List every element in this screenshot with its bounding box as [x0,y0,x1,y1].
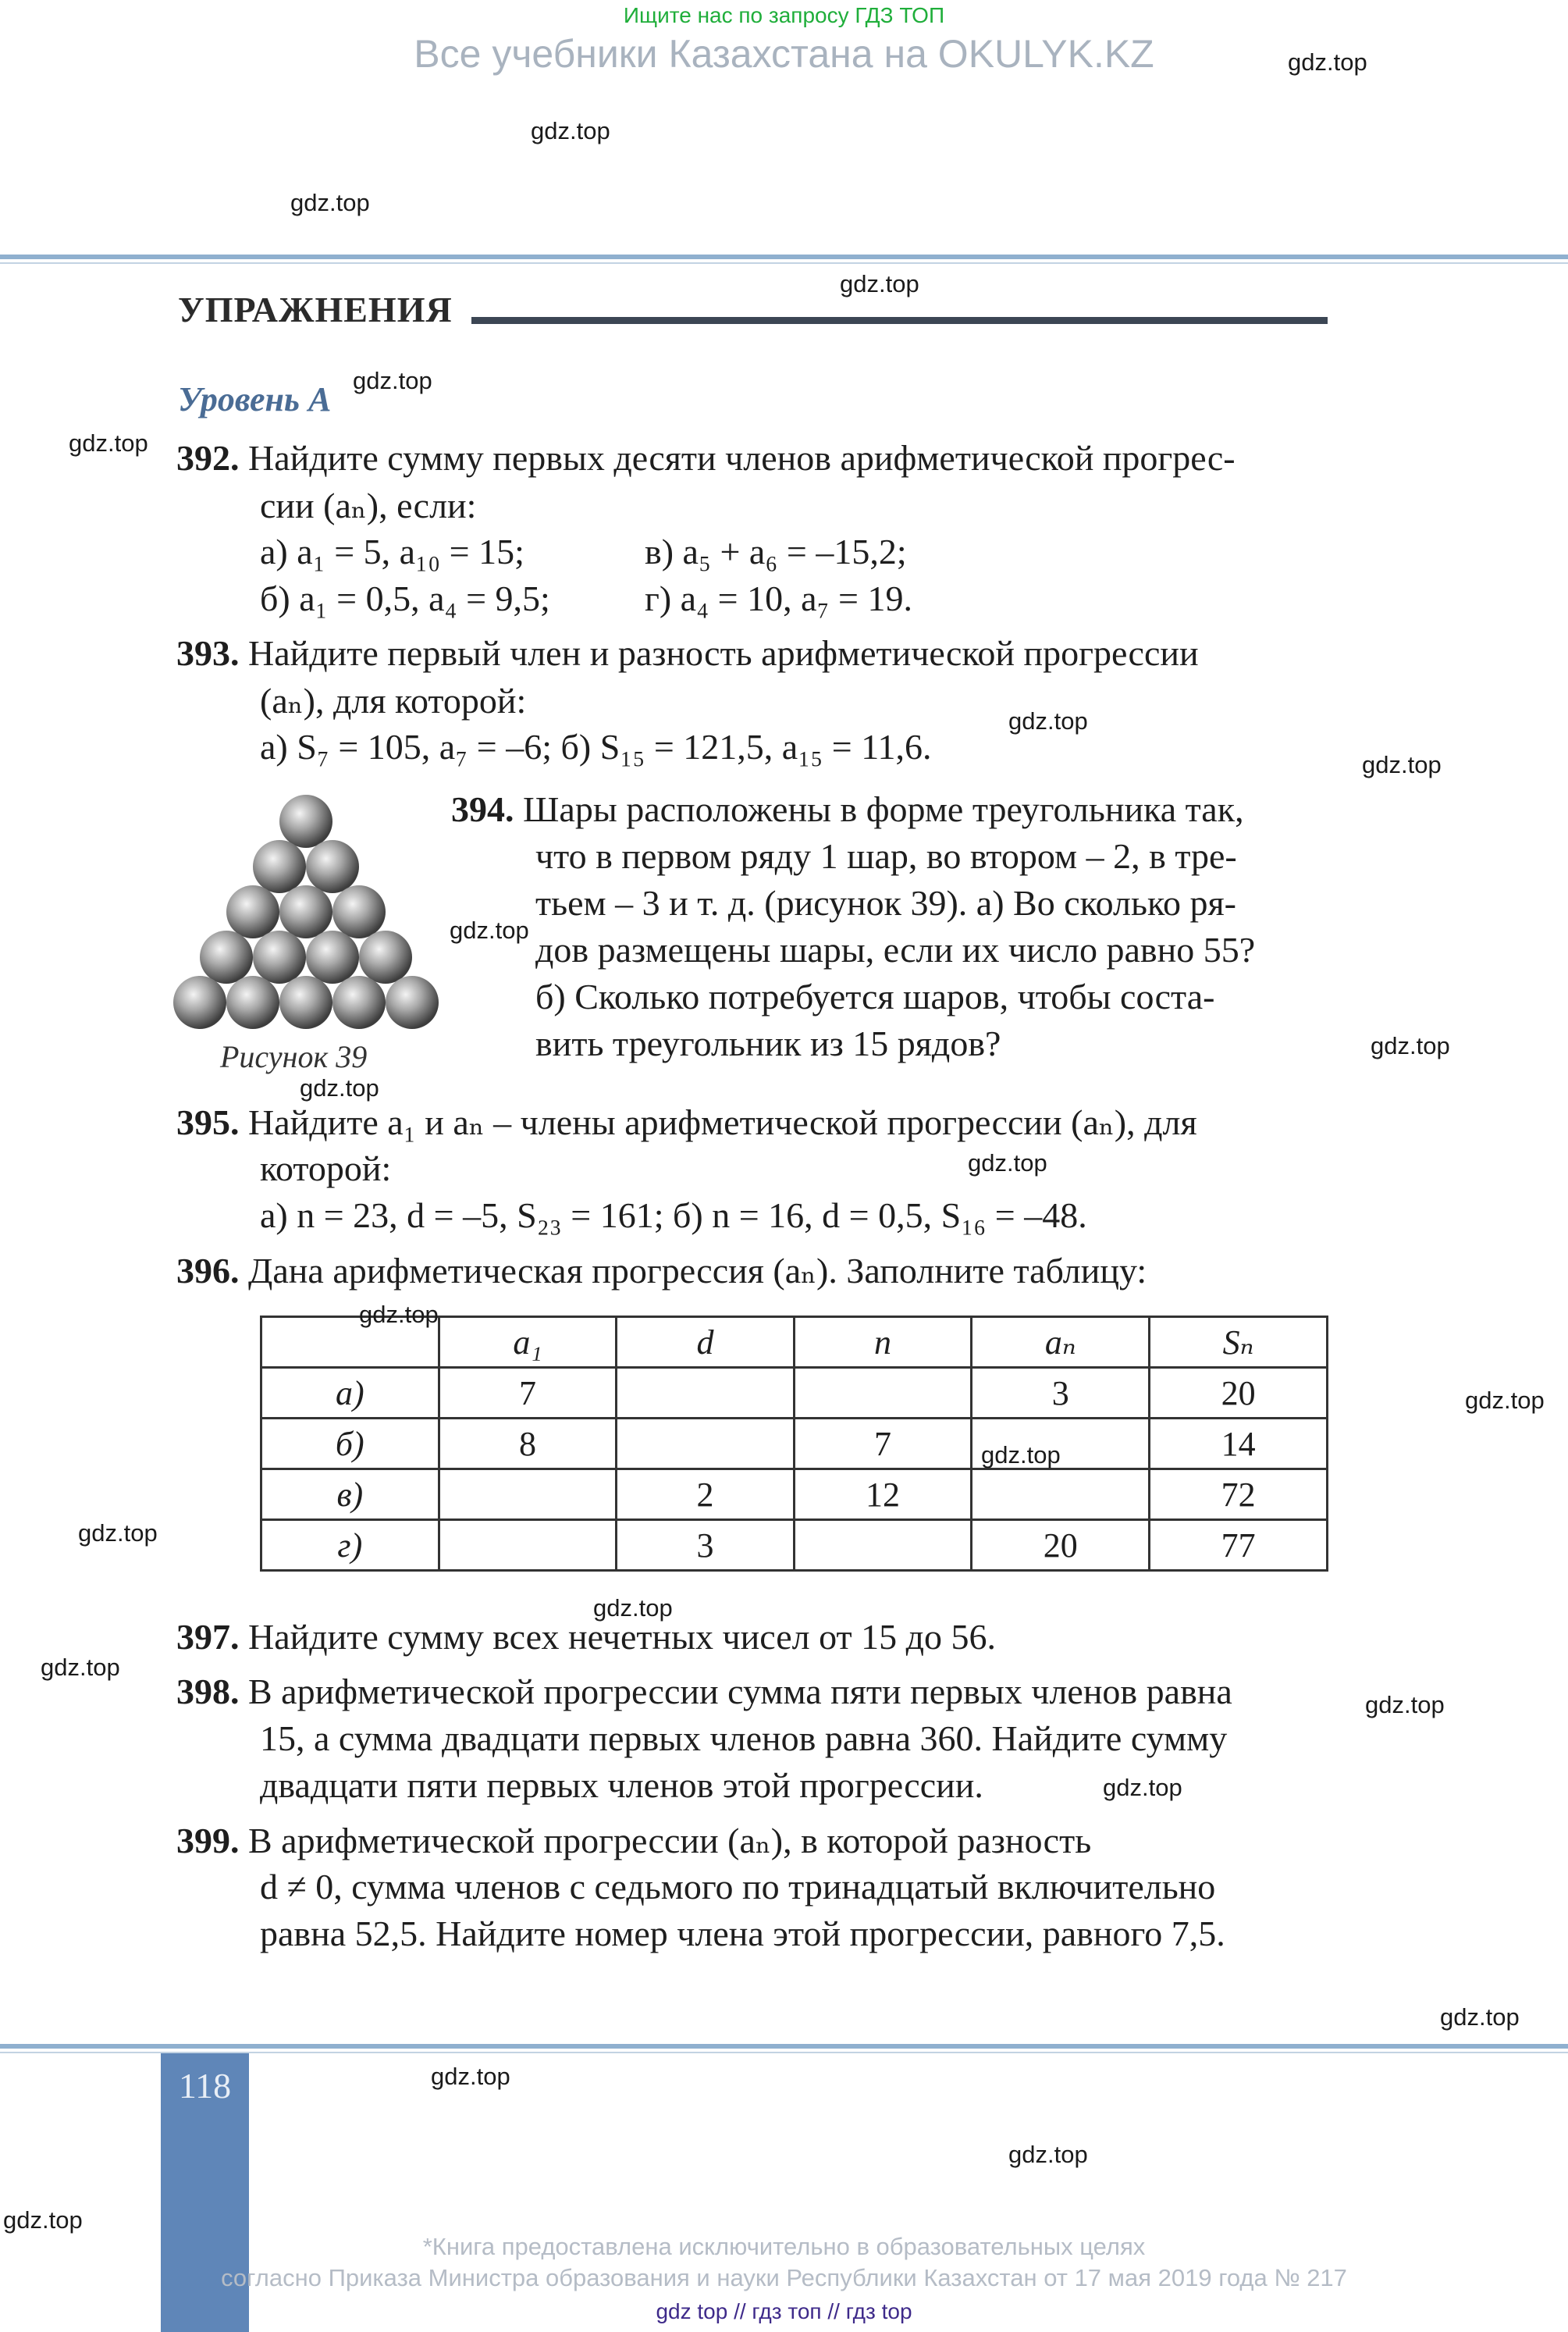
table-cell [794,1368,972,1419]
ex398-line3: двадцати пяти первых членов этой прогрессии. [260,1765,983,1805]
table-cell: 2 [617,1469,794,1520]
ex394-line5: б) Сколько потребуется шаров, чтобы соста- [535,977,1215,1016]
table-cell: 7 [794,1419,972,1469]
watermark: gdz.top [353,367,432,394]
table-cell: 12 [794,1469,972,1520]
ex393-line3: а) S₇ = 105, a₇ = –6; б) S₁₅ = 121,5, a₁₅ = 11,6. [260,727,932,767]
watermark: gdz.top [1008,707,1088,735]
ex397-text1: Найдите сумму всех нечетных чисел от 15 до 56. [248,1617,997,1657]
ex397-line1 [176,1616,996,1657]
table-cell: 3 [617,1520,794,1571]
ex397-number: 397. [176,1617,240,1657]
watermark: gdz.top [41,1654,120,1681]
ex395-line2: которой: [260,1148,392,1188]
ex398-line1 [176,1671,1232,1712]
footer-notice-2: согласно Приказа Министра образования и науки Республики Казахстан от 17 мая 2019 года № 217 [221,2264,1347,2291]
bottom-rule [0,2044,1568,2049]
watermark: gdz.top [450,917,529,944]
ex393-line1 [176,632,1199,674]
table-cell: 20 [972,1520,1150,1571]
top-rule [0,255,1568,259]
watermark: gdz.top [593,1594,673,1622]
table-header-cell: n [794,1317,972,1368]
figure-caption: Рисунок 39 [220,1039,368,1074]
ex395-text1: Найдите a₁ и aₙ – члены арифметической прогрессии (aₙ), для [248,1102,1197,1142]
watermark: gdz.top [359,1301,439,1328]
balls-triangle-figure [173,789,439,1031]
ex394-text1: Шары расположены в форме треугольника так, [523,789,1244,829]
level-title: Уровень А [178,380,332,418]
watermark: gdz.top [1371,1032,1450,1059]
ex392-a: а) a₁ = 5, a₁₀ = 15; [260,532,524,571]
table-cell [794,1520,972,1571]
top-rule-thin [0,262,1568,264]
progression-table [260,1316,1328,1572]
table-row [261,1469,1328,1520]
watermark: gdz.top [1362,751,1442,778]
search-hint-link[interactable]: Ищите нас по запросу ГДЗ ТОП [623,3,945,27]
watermark: gdz.top [290,189,370,216]
ex399-line2: d ≠ 0, сумма членов с седьмого по тринадцатый включительно [260,1867,1216,1907]
ex396-number: 396. [176,1251,240,1291]
watermark: gdz.top [1465,1387,1545,1414]
table-cell [617,1368,794,1419]
heading-underline [471,317,1328,324]
footer-notice-1: *Книга предоставлена исключительно в образовательных целях [422,2233,1146,2260]
ex395-number: 395. [176,1102,240,1142]
table-row-label: б) [261,1419,439,1469]
table-cell: 14 [1150,1419,1328,1469]
ex399-text1: В арифметической прогрессии (aₙ), в которой разность [248,1821,1092,1860]
ex392-v: в) a₅ + a₆ = –15,2; [645,532,907,571]
ex399-line1 [176,1819,1091,1861]
watermark: gdz.top [1288,48,1367,76]
table-cell [972,1469,1150,1520]
ex394-line2: что в первом ряду 1 шар, во втором – 2, в тре- [535,836,1237,876]
ex395-line3: а) n = 23, d = –5, S₂₃ = 161; б) n = 16, d = 0,5, S₁₆ = –48. [260,1195,1087,1235]
ex392-line1 [176,437,1236,479]
watermark: gdz.top [431,2063,510,2090]
watermark: gdz.top [300,1074,379,1102]
ex394-line6: вить треугольник из 15 рядов? [535,1024,1001,1063]
ball-rows [173,795,439,1029]
watermark: gdz.top [840,270,919,297]
ex392-b: б) a₁ = 0,5, a₄ = 9,5; [260,579,550,618]
watermark: gdz.top [531,117,610,144]
ex394-line1 [451,789,1244,830]
ex398-number: 398. [176,1672,240,1711]
ex393-number: 393. [176,633,240,673]
ex396-text1: Дана арифметическая прогрессия (aₙ). Заполните таблицу: [248,1251,1147,1291]
ex393-text1: Найдите первый член и разность арифметической прогрессии [248,633,1199,673]
table-header-cell: a₁ [439,1317,617,1368]
table-row [261,1419,1328,1469]
page-number: 118 [178,2066,232,2106]
watermark: gdz.top [1103,1774,1182,1801]
table-cell: 7 [439,1368,617,1419]
ex395-line1 [176,1101,1197,1143]
table-cell: 3 [972,1368,1150,1419]
ex399-line3: равна 52,5. Найдите номер члена этой прогрессии, равного 7,5. [260,1914,1225,1953]
watermark: gdz.top [69,429,148,457]
site-title: Все учебники Казахстана на OKULYK.KZ [414,32,1154,76]
footer-links[interactable]: gdz top // гдз топ // гдз top [656,2299,912,2323]
table-header-cell: Sₙ [1150,1317,1328,1368]
table-header-cell: aₙ [972,1317,1150,1368]
ex398-text1: В арифметической прогрессии сумма пяти первых членов равна [248,1672,1232,1711]
table-cell: 77 [1150,1520,1328,1571]
table-cell [439,1469,617,1520]
ex399-number: 399. [176,1821,240,1860]
watermark: gdz.top [78,1519,158,1547]
table-row [261,1520,1328,1571]
table-cell [439,1520,617,1571]
table-row [261,1368,1328,1419]
table-cell [617,1419,794,1469]
ex392-number: 392. [176,438,240,478]
watermark: gdz.top [968,1149,1047,1177]
table-cell: 20 [1150,1368,1328,1419]
watermark: gdz.top [1008,2141,1088,2168]
table-cell: 8 [439,1419,617,1469]
ex392-line2: сии (aₙ), если: [260,486,477,525]
ex392-text1: Найдите сумму первых десяти членов арифметической прогрес- [248,438,1236,478]
ex393-line2: (aₙ), для которой: [260,681,527,721]
ex394-number: 394. [451,789,514,829]
watermark: gdz.top [3,2206,83,2234]
table-row-label: а) [261,1368,439,1419]
table-header-cell: d [617,1317,794,1368]
ex394-line3: тьем – 3 и т. д. (рисунок 39). а) Во сколько ря- [535,883,1236,923]
watermark: gdz.top [1365,1691,1445,1718]
watermark: gdz.top [981,1441,1061,1469]
ex398-line2: 15, а сумма двадцати первых членов равна 360. Найдите сумму [260,1718,1228,1758]
table-cell: 72 [1150,1469,1328,1520]
ex396-line1 [176,1249,1147,1291]
ex392-g: г) a₄ = 10, a₇ = 19. [645,579,912,618]
table-row-label: г) [261,1520,439,1571]
watermark: gdz.top [1440,2003,1520,2031]
ex394-line4: дов размещены шары, если их число равно 55? [535,930,1256,970]
section-heading: УПРАЖНЕНИЯ [178,290,453,329]
table-row-label: в) [261,1469,439,1520]
